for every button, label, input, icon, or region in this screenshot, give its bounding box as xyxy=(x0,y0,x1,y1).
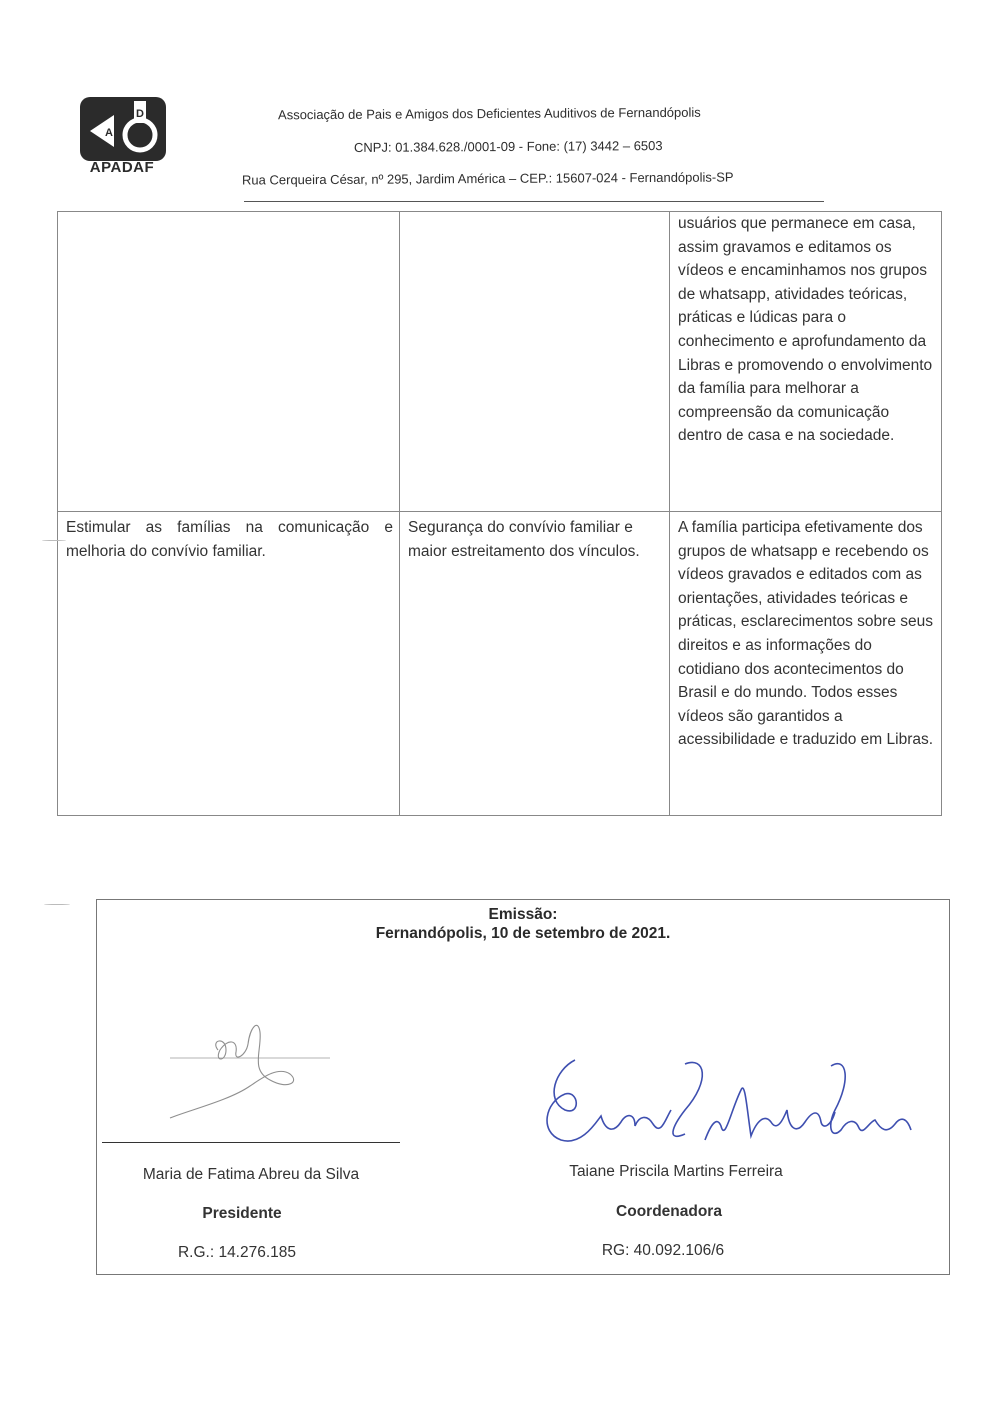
president-role: Presidente xyxy=(202,1205,282,1222)
result-cell: Segurança do convívio familiar e maior estreitamento dos vínculos. xyxy=(400,512,670,816)
logo-mark xyxy=(80,97,166,161)
svg-text:D: D xyxy=(136,108,144,120)
table-row xyxy=(58,212,942,512)
ear-emblem-icon xyxy=(80,97,166,161)
table-row xyxy=(58,512,942,816)
cnpj-phone: CNPJ: 01.384.628./0001-09 - Fone: (17) 3442 – 6503 xyxy=(353,138,663,155)
coordinator-signature xyxy=(535,1050,925,1160)
president-name: Maria de Fatima Abreu da Silva xyxy=(142,1166,360,1183)
description-cell: usuários que permanece em casa, assim gravamos e editamos os vídeos e encaminhamos nos grupos de whatsapp, atividades teóricas, práticas e lúdicas para o conhecimento e aprofundamento da Libras e promovendo o envolvimento da família para melhorar a compreensão da comunicação dentro de casa e na sociedade. xyxy=(670,212,942,512)
apadaf-logo xyxy=(76,97,168,179)
emission-place-date: Fernandópolis, 10 de setembro de 2021. xyxy=(375,925,671,942)
logo-text: APADAF xyxy=(89,159,155,176)
objective-cell: Estimular as famílias na comunicação e melhoria do convívio familiar. xyxy=(58,512,400,816)
coordinator-rg: RG: 40.092.106/6 xyxy=(601,1242,725,1259)
president-signature xyxy=(150,1010,350,1130)
scan-mark xyxy=(42,540,66,541)
president-rg: R.G.: 14.276.185 xyxy=(177,1244,297,1261)
header-divider xyxy=(244,201,824,202)
coordinator-role: Coordenadora xyxy=(616,1203,722,1220)
result-cell xyxy=(400,212,670,512)
signature-line xyxy=(102,1142,400,1143)
activities-table xyxy=(57,211,942,816)
scan-mark xyxy=(44,904,70,905)
address: Rua Cerqueira César, nº 295, Jardim América – CEP.: 15607-024 - Fernandópolis-SP xyxy=(241,169,734,188)
association-name: Associação de Pais e Amigos dos Deficientes Auditivos de Fernandópolis xyxy=(277,104,701,123)
coordinator-name: Taiane Priscila Martins Ferreira xyxy=(569,1163,783,1180)
svg-text:A: A xyxy=(105,127,113,139)
description-cell: A família participa efetivamente dos grupos de whatsapp e recebendo os vídeos gravados e editados com as orientações, atividades teóricas e práticas, esclarecimentos sobre seus direitos e as informações do cotidiano dos acontecimentos do Brasil e do mundo. Todos esses vídeos são garantidos a acessibilidade e traduzido em Libras. xyxy=(670,512,942,816)
emission-label: Emissão: xyxy=(488,906,558,923)
objective-cell xyxy=(58,212,400,512)
